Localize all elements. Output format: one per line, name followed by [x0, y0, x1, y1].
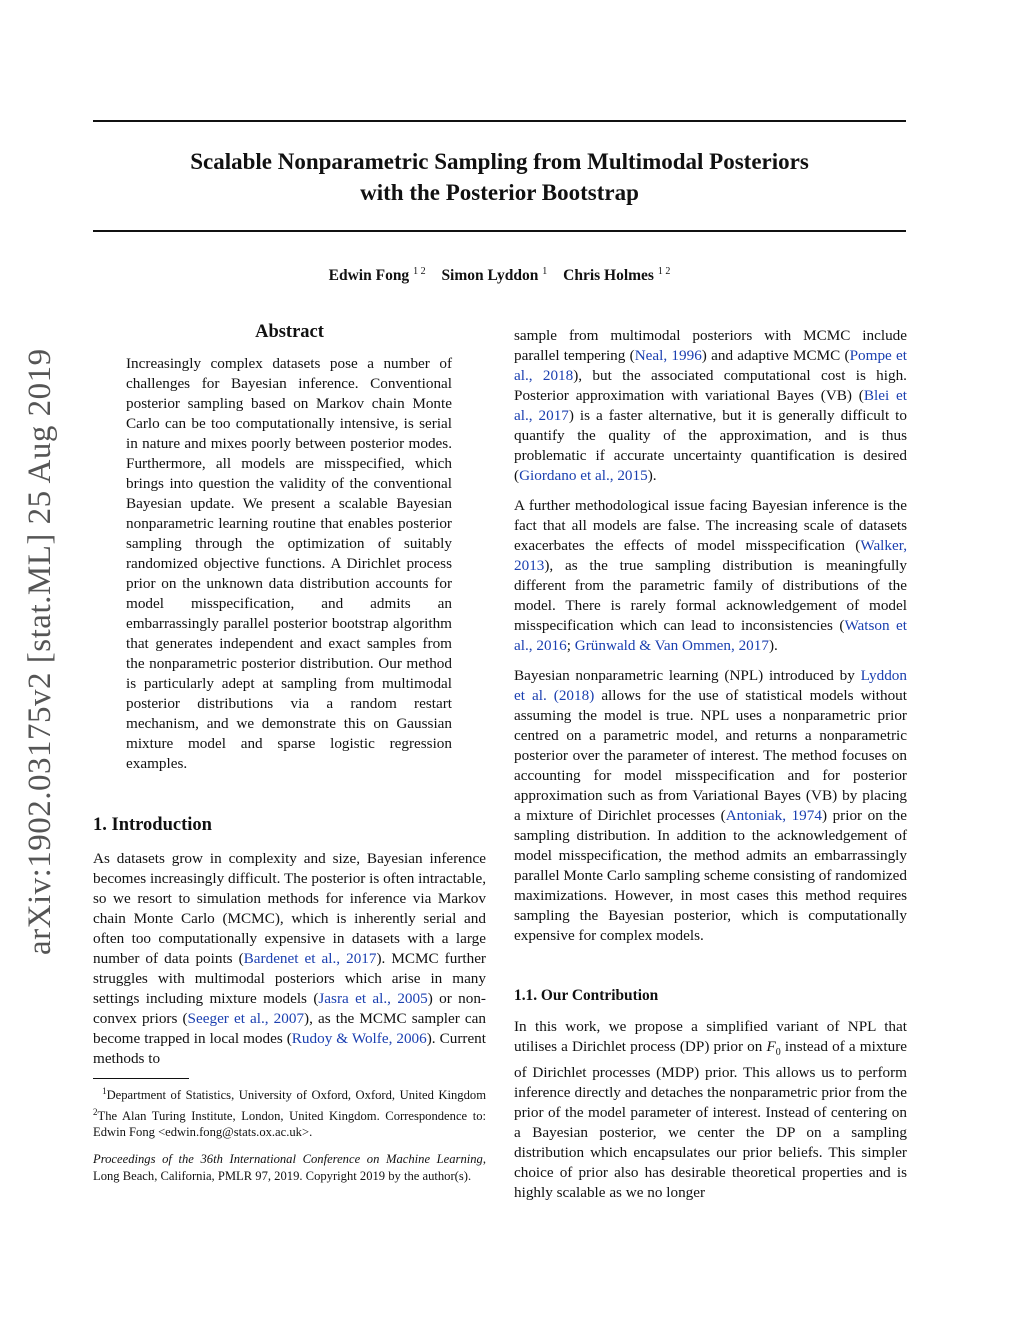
- paper-title: [93, 146, 906, 208]
- footnote-marker: 2: [93, 1106, 98, 1117]
- citation-link[interactable]: Giordano et al., 2015: [519, 467, 648, 484]
- section-heading-introduction: 1. Introduction: [93, 815, 212, 835]
- text-run: ), but the associated computational cost is high. Posterior approximation with variational Bayes (VB) (: [514, 367, 907, 404]
- citation-link[interactable]: Watson et al., 2016: [514, 617, 908, 654]
- math-text: F: [766, 1038, 776, 1055]
- abstract-text: Increasingly complex datasets pose a number of challenges for Bayesian inference. Conventional posterior sampling based on Markov chain Monte Carlo can be too computationally intensive, is serial in nature and mixes poorly between posterior modes. Furthermore, all models are misspecified, which brings into question the validity of the conventional Bayesian update. We present a scalable Bayesian nonparametric learning routine that enables posterior sampling through the optimization of suitably randomized objective functions. A Dirichlet process prior on the unknown data distribution accounts for model misspecification, and admits an embarrassingly parallel posterior bootstrap algorithm that generates independent and exact samples from the nonparametric posterior distribution. Our method is particularly adept at sampling from multimodal posterior distributions via a random restart mechanism, and we demonstrate this on Gaussian mixture model and sparse logistic regression examples.: [126, 355, 452, 772]
- math-symbol: [767, 1038, 776, 1055]
- citation-link[interactable]: Rudoy & Wolfe, 2006: [291, 1030, 427, 1047]
- text-run: allows for the use of statistical models without assuming the model is true. NPL uses a nonparametric prior centred on a parametric model, and returns a nonparametric posterior over the parameter of interest. The method focuses on accounting for model misspecification and for posterior approximation such as from Variational Bayes (VB) by placing a mixture of Dirichlet processes (: [514, 687, 907, 824]
- title-top-rule: [93, 120, 906, 122]
- text-run: ;: [566, 637, 575, 654]
- text-run: ).: [768, 637, 778, 654]
- text-run: ) or non-convex priors (: [93, 990, 486, 1027]
- paragraph: [514, 666, 907, 946]
- text-run: ) is a faster alternative, but it is generally difficult to quantify the quality of the approximation, and is thus problematic if accurate uncertainty quantification is desired (: [514, 407, 907, 484]
- text-run: ), as the true sampling distribution is meaningfully different from the parametric family of distributions of the model. There is rarely formal acknowledgement of model misspecification which can lead to inconsistencies (: [514, 557, 907, 634]
- paragraph: [514, 496, 907, 656]
- text-run: In this work, we propose a simplified variant of NPL that utilises a Dirichlet process (DP) prior on: [514, 1018, 907, 1055]
- proceedings-venue: Proceedings of the 36th International Conference on Machine Learning: [93, 1152, 483, 1166]
- footnote-text: Department of Statistics, University of Oxford, Oxford, United Kingdom: [106, 1088, 486, 1103]
- title-line-1: Scalable Nonparametric Sampling from Multimodal Posteriors: [190, 149, 809, 174]
- citation-link[interactable]: Seeger et al., 2007: [187, 1010, 305, 1027]
- footnote-text: The Alan Turing Institute, London, United Kingdom. Correspondence to: Edwin Fong <edwin.fong@stats.ox.ac.uk>.: [93, 1108, 486, 1140]
- proceedings-note: [93, 1151, 486, 1184]
- citation-link[interactable]: Blei et al., 2017: [514, 387, 907, 424]
- citation-link[interactable]: Antoniak, 1974: [725, 807, 822, 824]
- text-run: ). MCMC further struggles with multimodal posteriors which arise in many settings including mixture models (: [93, 950, 486, 1007]
- title-bottom-rule: [93, 230, 906, 232]
- citation-link[interactable]: Jasra et al., 2005: [318, 990, 428, 1007]
- author-3: [563, 267, 670, 284]
- citation-link[interactable]: Grünwald & Van Ommen, 2017: [574, 637, 769, 654]
- abstract-heading: Abstract: [255, 322, 324, 342]
- intro-paragraph: [93, 849, 486, 1069]
- contribution-paragraph: [514, 1017, 907, 1203]
- subsection-heading-our-contribution: 1.1. Our Contribution: [514, 987, 659, 1004]
- text-run: Bayesian nonparametric learning (NPL) introduced by: [514, 667, 861, 684]
- footnote-marker: 1: [102, 1086, 107, 1096]
- citation-link[interactable]: Neal, 1996: [634, 347, 702, 364]
- author-affiliation: 1 2: [657, 266, 671, 277]
- affiliation-footnote: [93, 1083, 486, 1141]
- text-run: ).: [647, 467, 657, 484]
- text-run: ) and adaptive MCMC (: [701, 347, 850, 364]
- author-affiliation: 1: [542, 266, 548, 277]
- math-subscript: 0: [775, 1047, 781, 1059]
- paragraph: [514, 326, 907, 486]
- right-column-top: [514, 326, 907, 956]
- author-name: Edwin Fong: [328, 267, 410, 285]
- text-run: sample from multimodal posteriors with MCMC include parallel tempering (: [514, 327, 907, 364]
- citation-link[interactable]: Walker, 2013: [514, 537, 907, 574]
- author-2: [441, 267, 547, 284]
- text-run: ) prior on the sampling distribution. In addition to the acknowledgement of model misspecification, the method admits an embarrassingly parallel Monte Carlo sampling scheme consisting of randomized maximizations. However, in most cases this method requires sampling the Bayesian posterior, which is computationally expensive for complex models.: [514, 807, 907, 944]
- text-run: instead of a mixture of Dirichlet processes (MDP) prior. This allows us to perform inference directly and detaches the nonparametric prior from the prior of the model parameter of interest. Instead of centering on a Bayesian posterior, we center the DP on a sampling distribution which encapsulates our prior beliefs. This simpler choice of prior also has desirable theoretical properties and is highly scalable as we no longer: [514, 1038, 907, 1202]
- footnote-rule: [93, 1078, 189, 1079]
- citation-link[interactable]: Pompe et al., 2018: [514, 347, 908, 384]
- author-affiliation: 1 2: [413, 266, 426, 277]
- arxiv-stamp: arXiv:1902.03175v2 [stat.ML] 25 Aug 2019: [22, 348, 58, 955]
- text-run: ), as the MCMC sampler can become trapped in local modes (: [93, 1010, 486, 1047]
- author-name: Chris Holmes: [563, 267, 654, 285]
- author-name: Simon Lyddon: [441, 267, 539, 285]
- text-run: As datasets grow in complexity and size, Bayesian inference becomes increasingly difficult. The posterior is often intractable, so we resort to simulation methods for inference via Markov chain Monte Carlo (MCMC), which is inherently serial and often too computationally expensive in datasets with a large number of data points (: [93, 850, 486, 967]
- text-run: ). Current methods to: [93, 1030, 486, 1067]
- citation-link[interactable]: Lyddon et al. (2018): [514, 667, 907, 704]
- title-line-2: with the Posterior Bootstrap: [360, 180, 639, 205]
- citation-link[interactable]: Bardenet et al., 2017: [243, 950, 377, 967]
- text-run: A further methodological issue facing Bayesian inference is the fact that all models are false. The increasing scale of datasets exacerbates the effects of model misspecification (: [514, 497, 907, 554]
- author-1: [329, 267, 426, 284]
- proceedings-text: , Long Beach, California, PMLR 97, 2019. Copyright 2019 by the author(s).: [93, 1152, 486, 1183]
- author-list: [93, 266, 906, 285]
